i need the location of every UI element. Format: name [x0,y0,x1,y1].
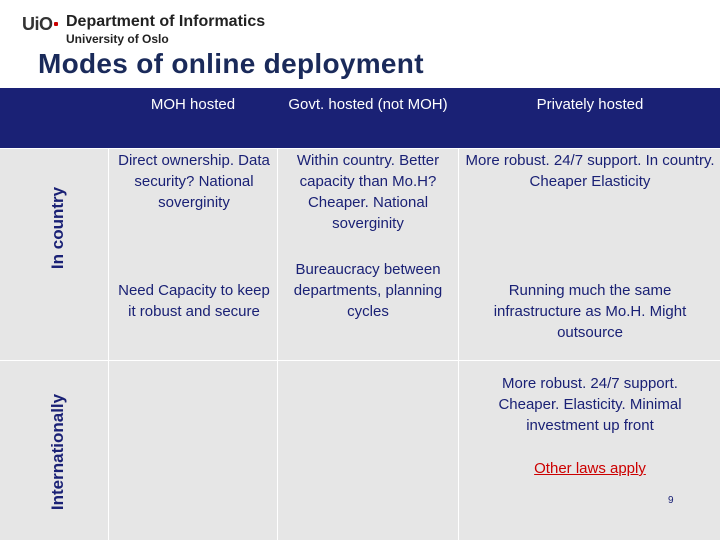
department-name: Department of Informatics [66,13,266,30]
university-name: University of Oslo [66,32,169,46]
uio-logo-text: UiO [22,14,53,34]
header [0,0,720,55]
page-number: 9 [668,495,674,506]
column-divider [458,148,459,540]
cell-moh-in-country-1: Direct ownership. Data security? National soverginity [118,152,270,211]
cell-private-international-1: More robust. 24/7 support. Cheaper. Elasticity. Minimal investment up front [498,375,682,434]
uio-logo [22,14,59,35]
cell-govt-in-country-1: Within country. Better capacity than Mo.H? Cheaper. National soverginity [296,152,440,232]
column-header-govt: Govt. hosted (not MOH) [288,96,448,113]
logo-dot-icon [54,22,58,26]
column-divider [277,148,278,540]
other-laws-link[interactable]: Other laws apply [534,460,646,477]
column-divider [108,148,109,540]
row-label-internationally: Internationally [48,393,67,511]
cell-private-in-country-2: Running much the same infrastructure as Mo.H. Might outsource [493,282,687,341]
cell-private-in-country-1: More robust. 24/7 support. In country. Cheaper Elasticity [465,152,715,190]
row-label-in-country: In country [48,186,67,270]
column-header-private: Privately hosted [536,96,644,113]
column-header-moh: MOH hosted [150,96,236,113]
cell-govt-in-country-2: Bureaucracy between departments, planning cycles [293,261,443,320]
slide-title: Modes of online deployment [38,48,424,79]
cell-moh-in-country-2: Need Capacity to keep it robust and secure [118,282,270,320]
